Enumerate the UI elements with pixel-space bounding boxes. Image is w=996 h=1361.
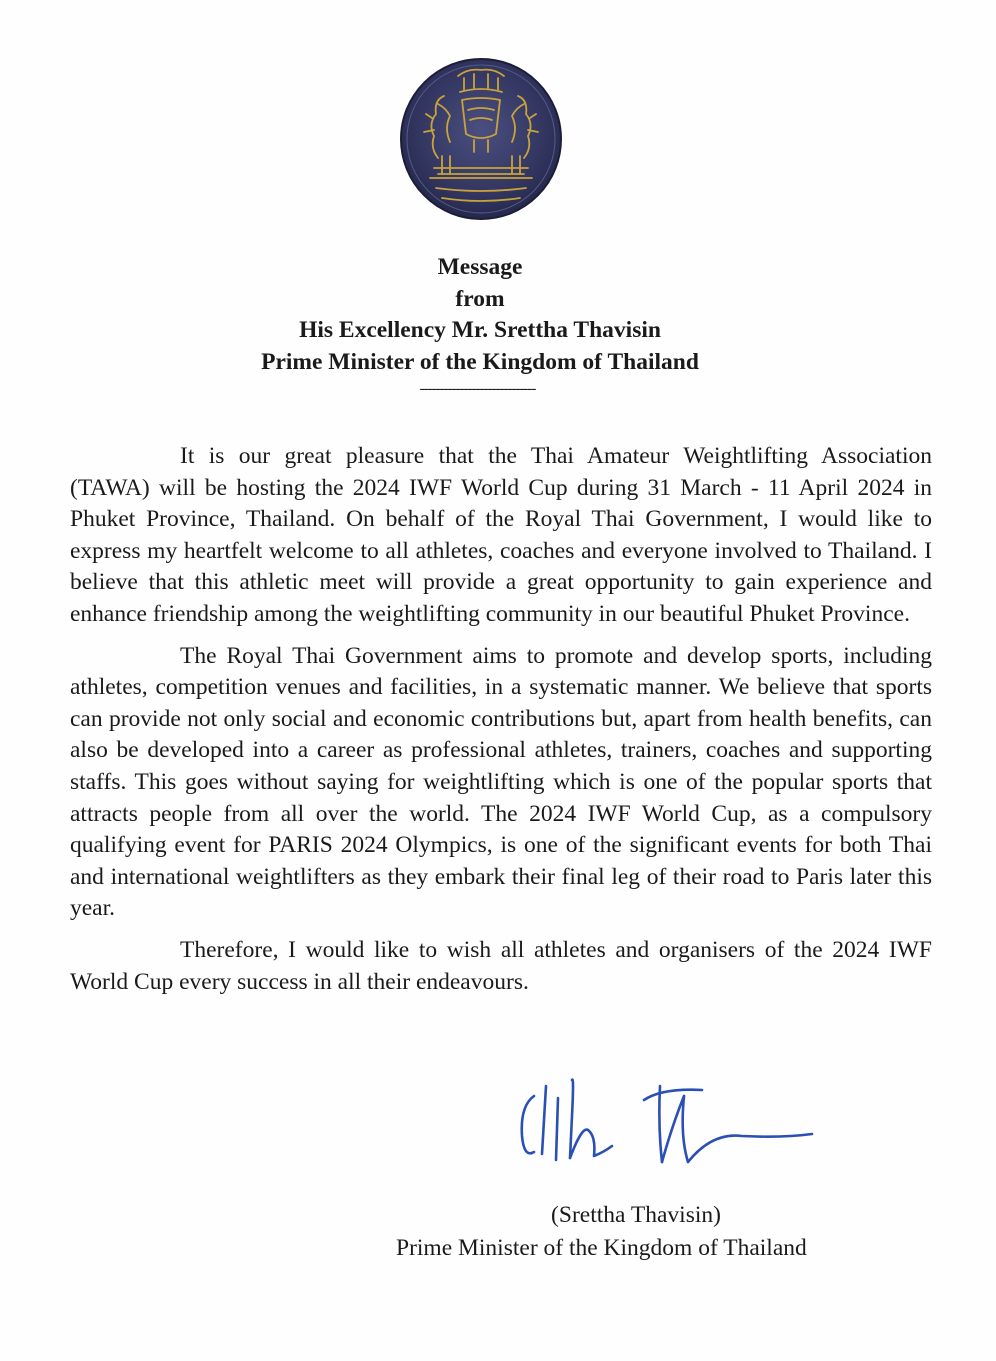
heading-sender-name: His Excellency Mr. Srettha Thavisin (299, 317, 661, 343)
government-seal-icon (398, 56, 564, 222)
letter-heading (0, 252, 960, 378)
heading-from: from (455, 285, 505, 312)
heading-divider: ----------------------------- (419, 381, 536, 397)
heading-message: Message (437, 254, 523, 280)
paragraph-3: Therefore, I would like to wish all athletes and organisers of the 2024 IWF World Cup every success in all their endeavours. (70, 936, 932, 995)
signer-name: (Srettha Thavisin) (551, 1202, 721, 1228)
letter-body (70, 441, 932, 1008)
heading-sender-title: Prime Minister of the Kingdom of Thailand (261, 348, 699, 375)
paragraph-2: The Royal Thai Government aims to promote and develop sports, including athletes, competition venues and facilities, in a systematic manner. We believe that sports can provide not only social and economic contributions but, apart from health benefits, can also be developed into a career as professional athletes, trainers, coaches and supporting staffs. This goes without saying for weightlifting which is one of the popular sports that attracts people from all over the world. The 2024 IWF World Cup, as a compulsory qualifying event for PARIS 2024 Olympics, is one of the significant events for both Thai and international weightlifters as they embark their final leg of their road to Paris later this year. (70, 642, 932, 922)
paragraph-1: It is our great pleasure that the Thai Amateur Weightlifting Association (TAWA) will be hosting the 2024 IWF World Cup during 31 March - 11 April 2024 in Phuket Province, Thailand. On behalf of the Royal Thai Government, I would like to express my heartfelt welcome to all athletes, coaches and everyone involved to Thailand. I believe that this athletic meet will provide a great opportunity to gain experience and enhance friendship among the weightlifting community in our beautiful Phuket Province. (70, 443, 932, 627)
signer-title: Prime Minister of the Kingdom of Thailand (396, 1235, 807, 1261)
signature-icon (512, 1066, 832, 1176)
